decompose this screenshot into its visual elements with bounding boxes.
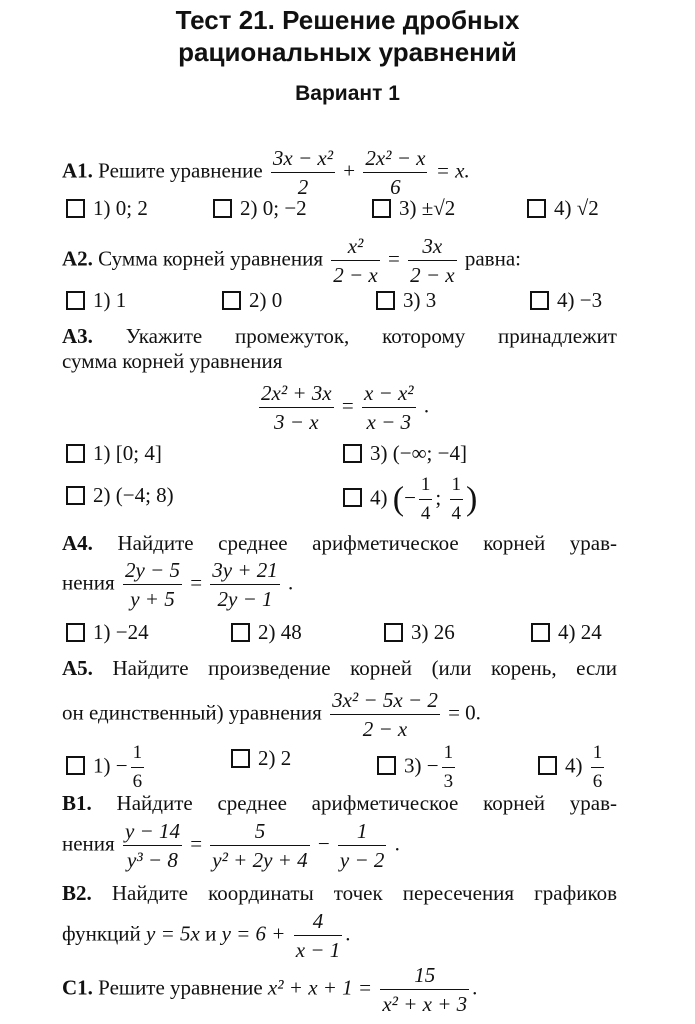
a5-opt3-fraction: $\frac{1}{3}$ xyxy=(443,742,454,792)
a2-option-1[interactable]: 1) 1 xyxy=(66,287,126,313)
checkbox[interactable] xyxy=(372,199,391,218)
checkbox[interactable] xyxy=(66,623,85,642)
question-c1: С1. Решите уравнение x² + x + 1 = $\frac{15}{\text{x² + x + 3}}$ . xyxy=(62,963,478,1016)
checkbox[interactable] xyxy=(530,291,549,310)
question-a1-label: А1. xyxy=(62,158,93,183)
checkbox[interactable] xyxy=(66,756,85,775)
checkbox[interactable] xyxy=(66,444,85,463)
checkbox[interactable] xyxy=(377,756,396,775)
question-a4-label: А4. xyxy=(62,531,93,555)
a3-fraction-1: $\frac{\text{2x² + 3x}}{3 - x}$ xyxy=(261,381,332,434)
a1-option-2[interactable]: 2) 0; −2 xyxy=(213,195,307,221)
question-a3-line1: А3. Укажите промежуток, которому принадлежит xyxy=(62,324,617,348)
a2-fraction-2: $\frac{3x}{2 - x}$ xyxy=(410,234,455,287)
a2-option-3[interactable]: 3) 3 xyxy=(376,287,436,313)
question-b1-line2: нения $\frac{y - 14}{\text{y³ − 8}}$ = $\frac{5}{\text{y² + 2y + 4}}$ − $\frac{1}{y - 2}$ . xyxy=(62,819,400,872)
checkbox[interactable] xyxy=(384,623,403,642)
question-b1-label: В1. xyxy=(62,791,92,815)
question-b2-line2: функций y = 5x и y = 6 + $\frac{4}{x - 1}$ . xyxy=(62,909,351,962)
variant-label: Вариант 1 xyxy=(295,82,400,105)
a3-option-1[interactable]: 1) [0; 4] xyxy=(66,440,162,466)
a4-option-2[interactable]: 2) 48 xyxy=(231,619,302,645)
a4-option-3[interactable]: 3) 26 xyxy=(384,619,455,645)
question-b2-line1: В2. Найдите координаты точек пересечения графиков xyxy=(62,881,617,905)
checkbox[interactable] xyxy=(222,291,241,310)
a5-fraction: $\frac{\text{3x² − 5x − 2}}{2 - x}$ xyxy=(332,688,438,741)
a2-option-2[interactable]: 2) 0 xyxy=(222,287,282,313)
a3-equation: $\frac{\text{2x² + 3x}}{3 - x}$ = $\frac{\text{x − x²}}{x - 3}$ . xyxy=(261,381,430,434)
a3-opt4-fraction-1: $\frac{1}{4}$ xyxy=(420,474,431,524)
checkbox[interactable] xyxy=(531,623,550,642)
checkbox[interactable] xyxy=(527,199,546,218)
question-a2: А2. Сумма корней уравнения $\frac{\text{x²}}{2 - x}$ = $\frac{3x}{2 - x}$ равна: xyxy=(62,234,521,287)
question-a1-text: Решите уравнение xyxy=(98,158,263,183)
checkbox[interactable] xyxy=(231,623,250,642)
checkbox[interactable] xyxy=(66,486,85,505)
checkbox[interactable] xyxy=(66,199,85,218)
a5-option-2[interactable]: 2) 2 xyxy=(231,745,291,771)
question-a2-text: Сумма корней уравнения xyxy=(98,246,323,271)
checkbox[interactable] xyxy=(343,444,362,463)
a1-option-4[interactable]: 4) √2 xyxy=(527,195,599,221)
a3-option-2[interactable]: 2) (−4; 8) xyxy=(66,482,174,508)
question-a1: А1. Решите уравнение $\frac{\text{3x − x²}}{2}$ + $\frac{\text{2x² − x}}{6}$ = x. xyxy=(62,146,470,199)
question-a5-line1: А5. Найдите произведение корней (или корень, если xyxy=(62,656,617,680)
a5-option-3[interactable]: 3) − $\frac{1}{3}$ xyxy=(377,740,458,795)
a1-fraction-2: $\frac{\text{2x² − x}}{6}$ xyxy=(365,146,426,199)
question-c1-label: С1. xyxy=(62,975,93,1000)
page-title-line1: Тест 21. Решение дробных xyxy=(175,5,520,35)
a4-option-4[interactable]: 4) 24 xyxy=(531,619,602,645)
checkbox[interactable] xyxy=(231,749,250,768)
question-a4-line2: нения $\frac{2y - 5}{y + 5}$ = $\frac{3y + 21}{2y - 1}$ . xyxy=(62,558,294,611)
a3-opt4-fraction-2: $\frac{1}{4}$ xyxy=(451,474,462,524)
b1-fraction-2: $\frac{5}{\text{y² + 2y + 4}}$ xyxy=(212,819,308,872)
a1-fraction-1: $\frac{\text{3x − x²}}{2}$ xyxy=(272,146,334,199)
question-a5-label: А5. xyxy=(62,656,93,680)
a3-fraction-2: $\frac{\text{x − x²}}{x - 3}$ xyxy=(363,381,414,434)
question-a3-label: А3. xyxy=(62,324,93,348)
question-a4-line1: А4. Найдите среднее арифметическое корней урав- xyxy=(62,531,617,555)
page-title-line2: рациональных уравнений xyxy=(178,37,517,67)
checkbox[interactable] xyxy=(376,291,395,310)
a2-option-4[interactable]: 4) −3 xyxy=(530,287,602,313)
question-a2-label: А2. xyxy=(62,246,93,271)
a3-option-4[interactable]: 4) (− $\frac{1}{4}$ ; $\frac{1}{4}$ ) xyxy=(343,472,477,527)
a4-option-1[interactable]: 1) −24 xyxy=(66,619,149,645)
a5-option-4[interactable]: 4) $\frac{1}{6}$ xyxy=(538,740,607,795)
question-a3-line2: сумма корней уравнения xyxy=(62,349,283,373)
a1-option-1[interactable]: 1) 0; 2 xyxy=(66,195,148,221)
b1-fraction-1: $\frac{y - 14}{\text{y³ − 8}}$ xyxy=(124,819,180,872)
a3-option-3[interactable]: 3) (−∞; −4] xyxy=(343,440,467,466)
checkbox[interactable] xyxy=(343,488,362,507)
b2-fraction: $\frac{4}{x - 1}$ xyxy=(295,909,341,962)
a4-fraction-2: $\frac{3y + 21}{2y - 1}$ xyxy=(212,558,278,611)
checkbox[interactable] xyxy=(66,291,85,310)
checkbox[interactable] xyxy=(213,199,232,218)
a5-opt4-fraction: $\frac{1}{6}$ xyxy=(592,742,603,792)
c1-fraction: $\frac{15}{\text{x² + x + 3}}$ xyxy=(382,963,468,1016)
question-a5-line2: он единственный) уравнения $\frac{\text{3x² − 5x − 2}}{2 - x}$ = 0. xyxy=(62,688,481,741)
a4-fraction-1: $\frac{2y - 5}{y + 5}$ xyxy=(124,558,180,611)
question-b2-label: В2. xyxy=(62,881,92,905)
question-b1-line1: В1. Найдите среднее арифметическое корней урав- xyxy=(62,791,618,815)
checkbox[interactable] xyxy=(538,756,557,775)
a2-fraction-1: $\frac{\text{x²}}{2 - x}$ xyxy=(333,234,378,287)
a1-option-3[interactable]: 3) ±√2 xyxy=(372,195,455,221)
a5-opt1-fraction: $\frac{1}{6}$ xyxy=(132,742,143,792)
a5-option-1[interactable]: 1) − $\frac{1}{6}$ xyxy=(66,740,147,795)
b1-fraction-3: $\frac{1}{y - 2}$ xyxy=(339,819,385,872)
